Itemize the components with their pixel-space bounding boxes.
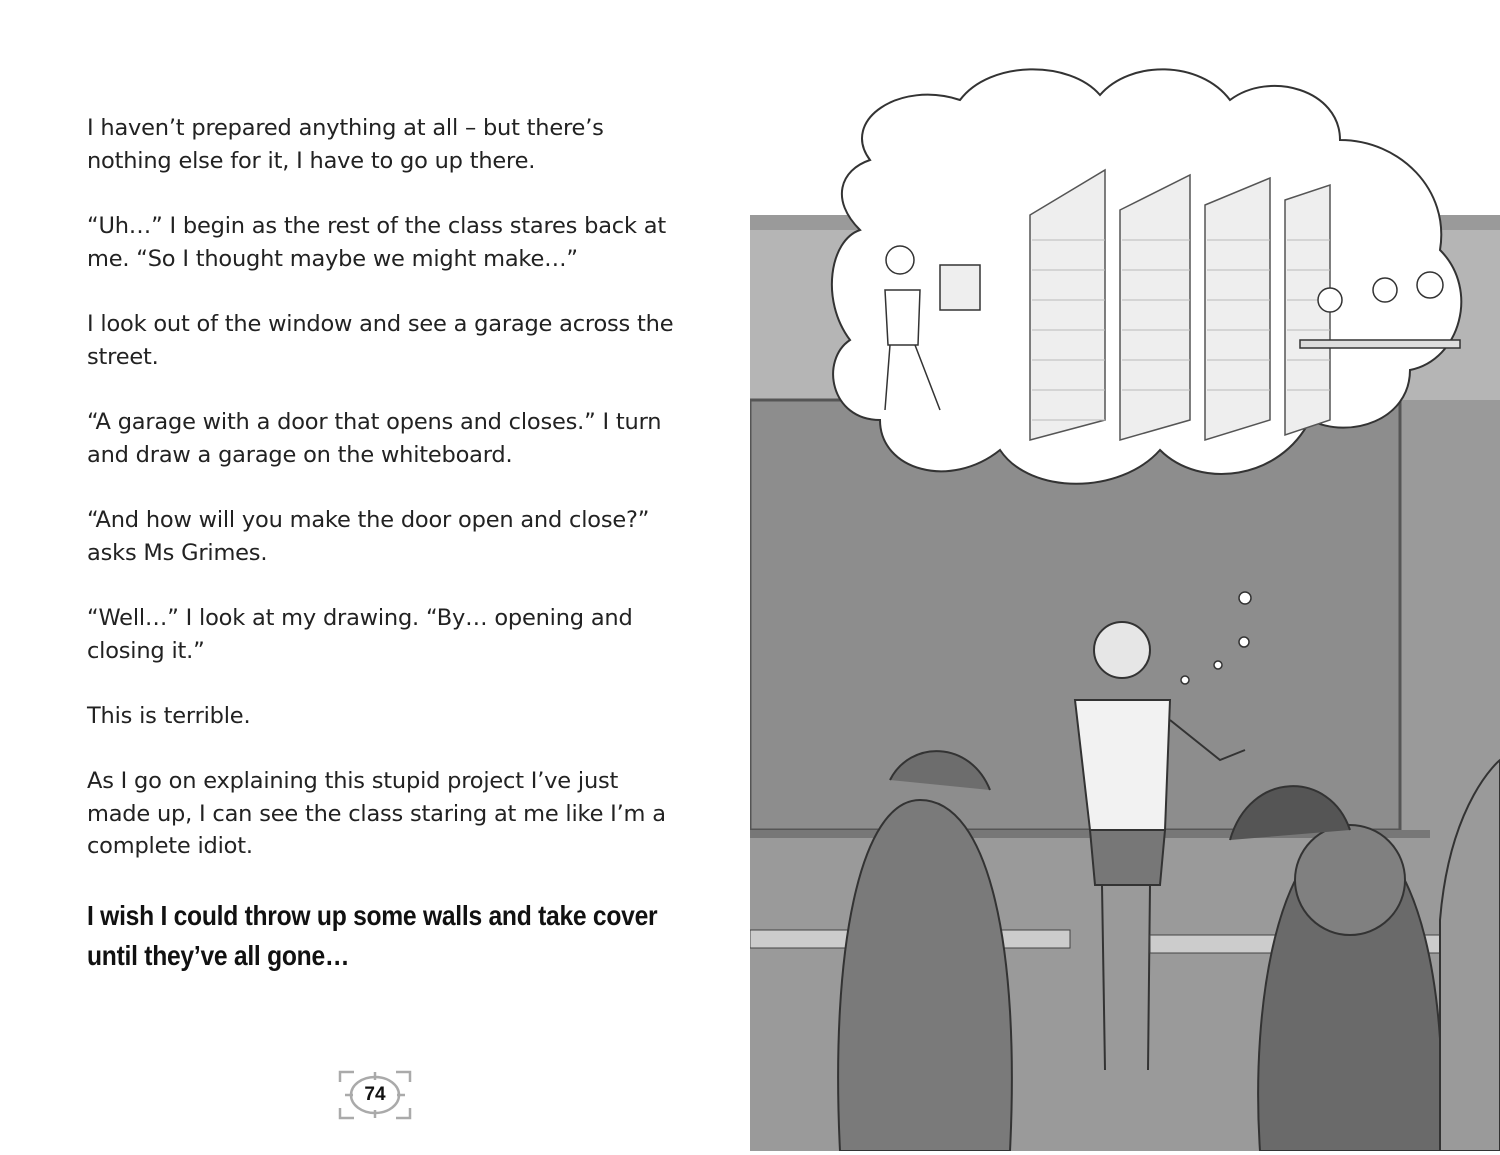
line: I wish I could throw up some walls and take cover [87,900,658,931]
line: “Well…” I look at my drawing. “By… opening and [87,605,633,631]
paragraph [87,308,673,373]
paragraph [87,112,604,177]
classroom-illustration [750,0,1500,1151]
thought-bubble-dot [1239,637,1249,647]
line: complete idiot. [87,833,253,859]
line: I haven’t prepared anything at all – but there’s [87,115,604,141]
page-number-text: 74 [364,1084,386,1105]
line: As I go on explaining this stupid project I’ve just [87,768,619,794]
paragraph [87,406,661,471]
line: closing it.” [87,637,205,664]
brick-walls [1030,170,1330,440]
text-page [0,0,750,1151]
line: asks Ms Grimes. [87,539,268,566]
paragraph [87,504,649,569]
line: “And how will you make the door open and close?” [87,507,650,533]
line: “A garage with a door that opens and closes.” I turn [87,409,662,435]
line: “Uh…” I begin as the rest of the class stares back at [87,213,666,239]
paragraph [87,700,250,733]
thought-bubble-dot [1239,592,1251,604]
line: me. “So I thought maybe we might make…” [87,245,578,272]
paragraph [87,602,633,667]
thought-bubble-dot [1181,676,1189,684]
line: street. [87,343,159,370]
closing-bold-text [87,896,657,976]
line: I look out of the window and see a garage across the [87,311,674,337]
thought-bubble-dot [1214,661,1222,669]
line: and draw a garage on the whiteboard. [87,441,513,468]
page-number [337,1068,413,1122]
line: made up, I can see the class staring at me like I’m a [87,800,666,827]
paragraph [87,210,666,275]
line: This is terrible. [87,703,251,729]
line: nothing else for it, I have to go up there. [87,147,536,174]
line: until they’ve all gone… [87,940,350,971]
paragraph [87,765,666,863]
